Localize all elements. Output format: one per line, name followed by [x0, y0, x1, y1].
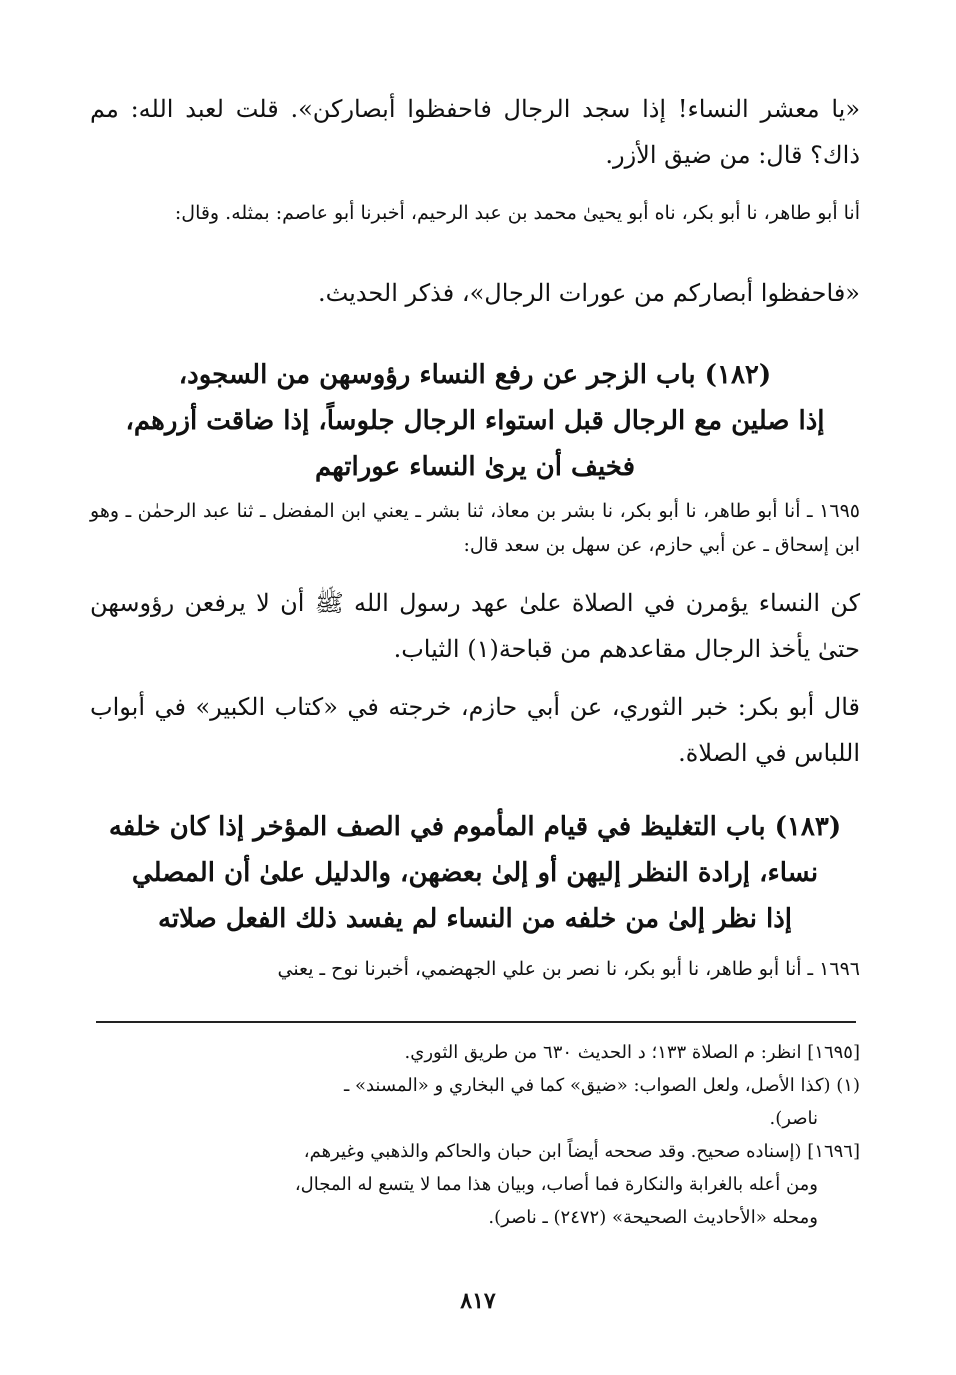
footnotes [90, 1036, 860, 1234]
chapter-heading-183-line-3: إذا نظر إلىٰ من خلفه من النساء لم يفسد ذلك الفعل صلاته [157, 904, 793, 934]
hadith-text-paragraph: «يا معشر النساء! إذا سجد الرجال فاحفظوا أبصاركن». قلت لعبد الله: مم ذاك؟ قال: من ضيق الأزر. [90, 95, 860, 169]
hadith-1696-chain: ١٦٩٦ ـ أنا أبو طاهر، نا أبو بكر، نا نصر بن علي الجهضمي، أخبرنا نوح ـ يعني [277, 958, 860, 980]
chapter-heading-183-line-2: نساء، إرادة النظر إليهن أو إلىٰ بعضهن، والدليل علىٰ أن المصلي [131, 858, 819, 888]
hadith-1695-text: كن النساء يؤمرن في الصلاة علىٰ عهد رسول الله ﷺ أن لا يرفعن رؤوسهن حتىٰ يأخذ الرجال مقاعدهم من قباحة(١) الثياب. [90, 589, 860, 663]
footnote-separator [96, 1021, 856, 1023]
chain-of-narration-paragraph: أنا أبو طاهر، نا أبو بكر، ناه أبو يحيىٰ محمد بن عبد الرحيم، أخبرنا أبو عاصم: بمثله. وقال: [174, 202, 860, 224]
footnote-1695: [١٦٩٥] انظر: م الصلاة ١٣٣؛ د الحديث ٦٣٠ من طريق الثوري. [404, 1042, 860, 1063]
footnote-1-line-2: ناصر). [769, 1108, 818, 1129]
chapter-heading-183-line-1: (١٨٣) باب التغليظ في قيام المأموم في الصف المؤخر إذا كان خلفه [108, 812, 842, 842]
abu-bakr-comment: قال أبو بكر: خبر الثوري، عن أبي حازم، خرجته في «كتاب الكبير» في أبواب اللباس في الصلاة. [90, 693, 860, 767]
chapter-heading-182-line-2: إذا صلين مع الرجال قبل استواء الرجال جلوساً، إذا ضاقت أزرهم، [125, 406, 825, 436]
footnote-1-line-1: (١) (كذا الأصل، ولعل الصواب: «ضيق» كما في البخاري و «المسند» ـ [343, 1075, 860, 1096]
chapter-heading-182-line-1: (١٨٢) باب الزجر عن رفع النساء رؤوسهن من السجود، [178, 360, 772, 390]
footnote-1696-line-1: [١٦٩٦] (إسناده صحيح. وقد صححه أيضاً ابن حبان والحاكم والذهبي وغيرهم، [303, 1141, 860, 1162]
hadith-text-paragraph-2: «فاحفظوا أبصاركم من عورات الرجال»، فذكر الحديث. [317, 279, 860, 307]
chapter-heading-182-line-3: فخيف أن يرىٰ النساء عوراتهم [314, 452, 635, 482]
footnote-1696-line-3: ومحله «الأحاديث الصحيحة» (٢٤٧٢) ـ ناصر). [488, 1207, 818, 1228]
page-number: ٨١٧ [460, 1288, 496, 1314]
chapter-heading-183 [90, 804, 860, 942]
footnote-1696-line-2: ومن أعله بالغرابة والنكارة فما أصاب، وبيان هذا مما لا يتسع له المجال، [294, 1174, 818, 1195]
chapter-heading-182 [90, 352, 860, 490]
hadith-1695-chain: ١٦٩٥ ـ أنا أبو طاهر، نا أبو بكر، نا بشر بن معاذ، ثنا بشر ـ يعني ابن المفضل ـ ثنا عبد الرحمٰن ـ وهو ابن إسحاق ـ عن أبي حازم، عن سهل بن سعد قال: [90, 500, 860, 556]
